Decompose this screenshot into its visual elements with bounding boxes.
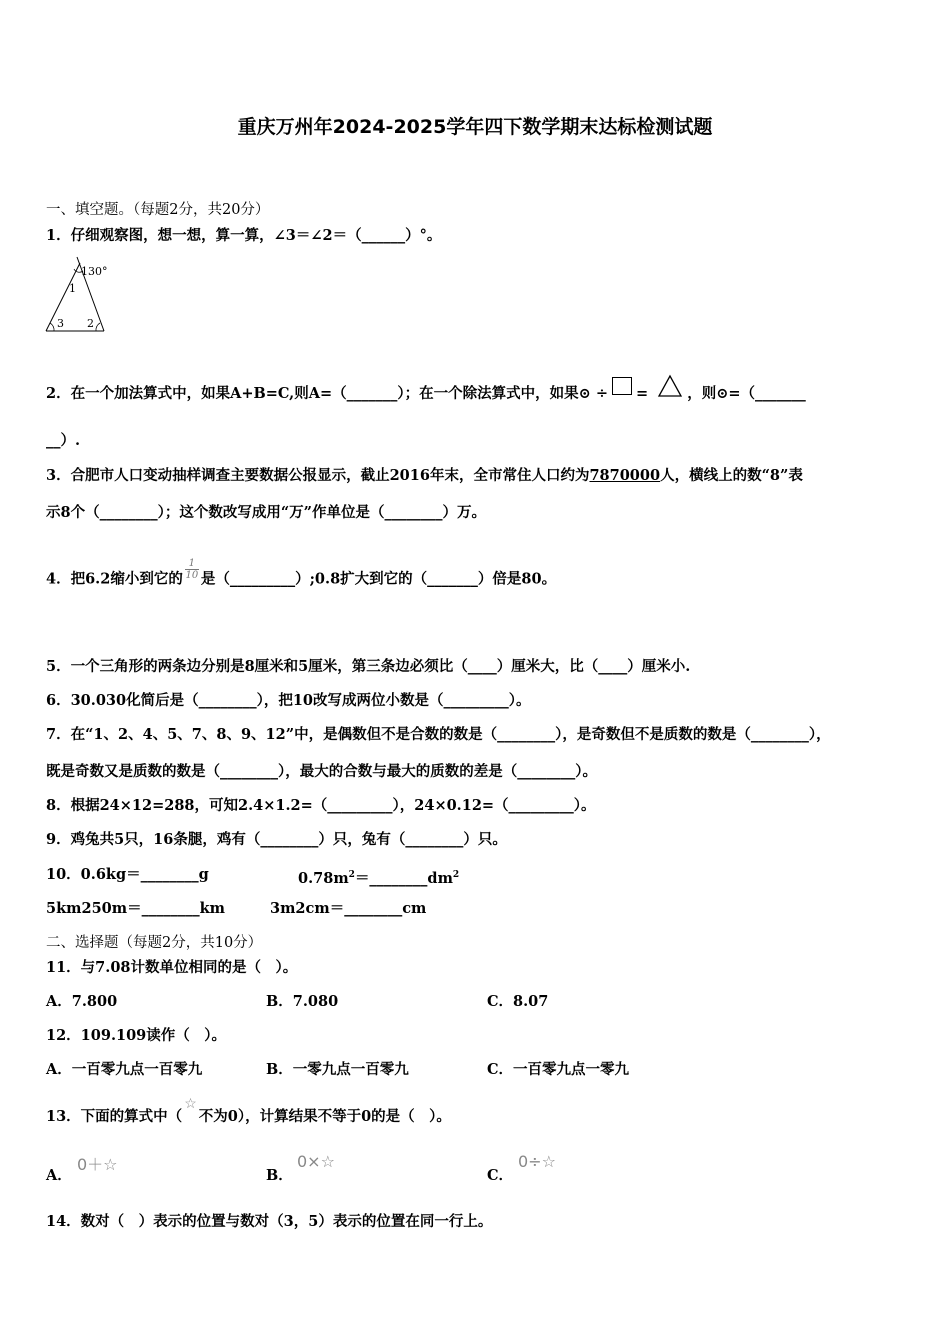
question-10-d: 3m2cm＝________cm	[270, 900, 427, 917]
q12-option-b[interactable]: B．一零九点一百零九	[266, 1061, 409, 1078]
q13-option-a[interactable]: A．	[46, 1167, 72, 1184]
q13-option-b-expr: 0×☆	[297, 1152, 335, 1171]
angle-2-label: 2	[87, 317, 94, 330]
question-7-cont: 既是奇数又是质数的数是（________），最大的合数与最大的质数的差是（________）。	[46, 763, 597, 780]
square-symbol	[612, 377, 632, 395]
angle-3-label: 3	[57, 317, 64, 330]
question-14: 14．数对（ ）表示的位置与数对（3，5）表示的位置在同一行上。	[46, 1213, 493, 1230]
question-3: 3．合肥市人口变动抽样调查主要数据公报显示，截止2016年末，全市常住人口约为7870000人，横线上的数“8”表	[46, 467, 803, 484]
question-7: 7．在“1、2、4、5、7、8、9、12”中，是偶数但不是合数的数是（________），是奇数但不是质数的数是（________），	[46, 726, 831, 743]
angle-3-arc	[50, 323, 54, 331]
q11-option-c[interactable]: C．8.07	[487, 993, 549, 1010]
q13-option-c-expr: 0÷☆	[518, 1152, 556, 1171]
q13-option-b[interactable]: B．	[266, 1167, 293, 1184]
page-title: 重庆万州年2024-2025学年四下数学期末达标检测试题	[237, 116, 713, 138]
triangle-figure	[40, 255, 120, 337]
question-8: 8．根据24×12=288，可知2.4×1.2=（_________），24×0.12=（_________）。	[46, 797, 596, 814]
angle-130-label: 130°	[81, 265, 108, 278]
q12-option-a[interactable]: A．一百零九点一百零九	[46, 1061, 203, 1078]
question-12: 12．109.109读作（ ）。	[46, 1027, 227, 1044]
underlined-number: 7870000	[589, 467, 661, 484]
q11-option-b[interactable]: B．7.080	[266, 993, 339, 1010]
question-13: 13．下面的算式中（☆不为0），计算结果不等于0的是（ ）。	[46, 1096, 451, 1125]
question-5: 5．一个三角形的两条边分别是8厘米和5厘米，第三条边必须比（____）厘米大，比（____）厘米小.	[46, 658, 691, 675]
fraction-one-tenth: $\frac{1}{10}$	[185, 558, 199, 581]
star-icon: ☆	[184, 1096, 197, 1112]
section-choice: 二、选择题（每题2分，共10分）	[46, 935, 263, 951]
q11-option-a[interactable]: A．7.800	[46, 993, 118, 1010]
question-3-cont: 示8个（________）；这个数改写成用“万”作单位是（________）万。	[46, 504, 487, 521]
q13-option-a-expr: 0＋☆	[77, 1155, 118, 1174]
question-2-cont: __）.	[46, 432, 81, 449]
question-2: 2．在一个加法算式中，如果A+B=C,则A=（_______）；在一个除法算式中，如果⊙ ÷ = ，则⊙=（_______	[46, 382, 806, 406]
angle-1-label: 1	[69, 282, 76, 295]
question-4: 4．把6.2缩小到它的 $\frac{1}{10}$ 是（_________）;0.8扩大到它的（_______）倍是80。	[46, 558, 557, 588]
question-9: 9．鸡兔共5只，16条腿，鸡有（________）只，兔有（________）只。	[46, 831, 507, 848]
question-10-c: 5km250m＝________km	[46, 900, 225, 917]
question-11: 11．与7.08计数单位相同的是（ ）。	[46, 959, 298, 976]
angle-2-arc	[96, 323, 100, 331]
q12-option-c[interactable]: C．一百零九点一零九	[487, 1061, 630, 1078]
q13-option-c[interactable]: C．	[487, 1167, 514, 1184]
question-10-a: 10．0.6kg＝________g	[46, 866, 209, 883]
question-1: 1．仔细观察图，想一想，算一算，∠3＝∠2＝（______）°。	[46, 227, 442, 244]
question-6: 6．30.030化简后是（________），把10改写成两位小数是（_________）。	[46, 692, 531, 709]
section-fill-blank: 一、填空题。（每题2分，共20分）	[46, 202, 270, 218]
question-10-b: $0.78m^2=\_\_\_\_\_\_\_\_dm^2$	[298, 869, 460, 887]
triangle-symbol	[657, 374, 683, 398]
